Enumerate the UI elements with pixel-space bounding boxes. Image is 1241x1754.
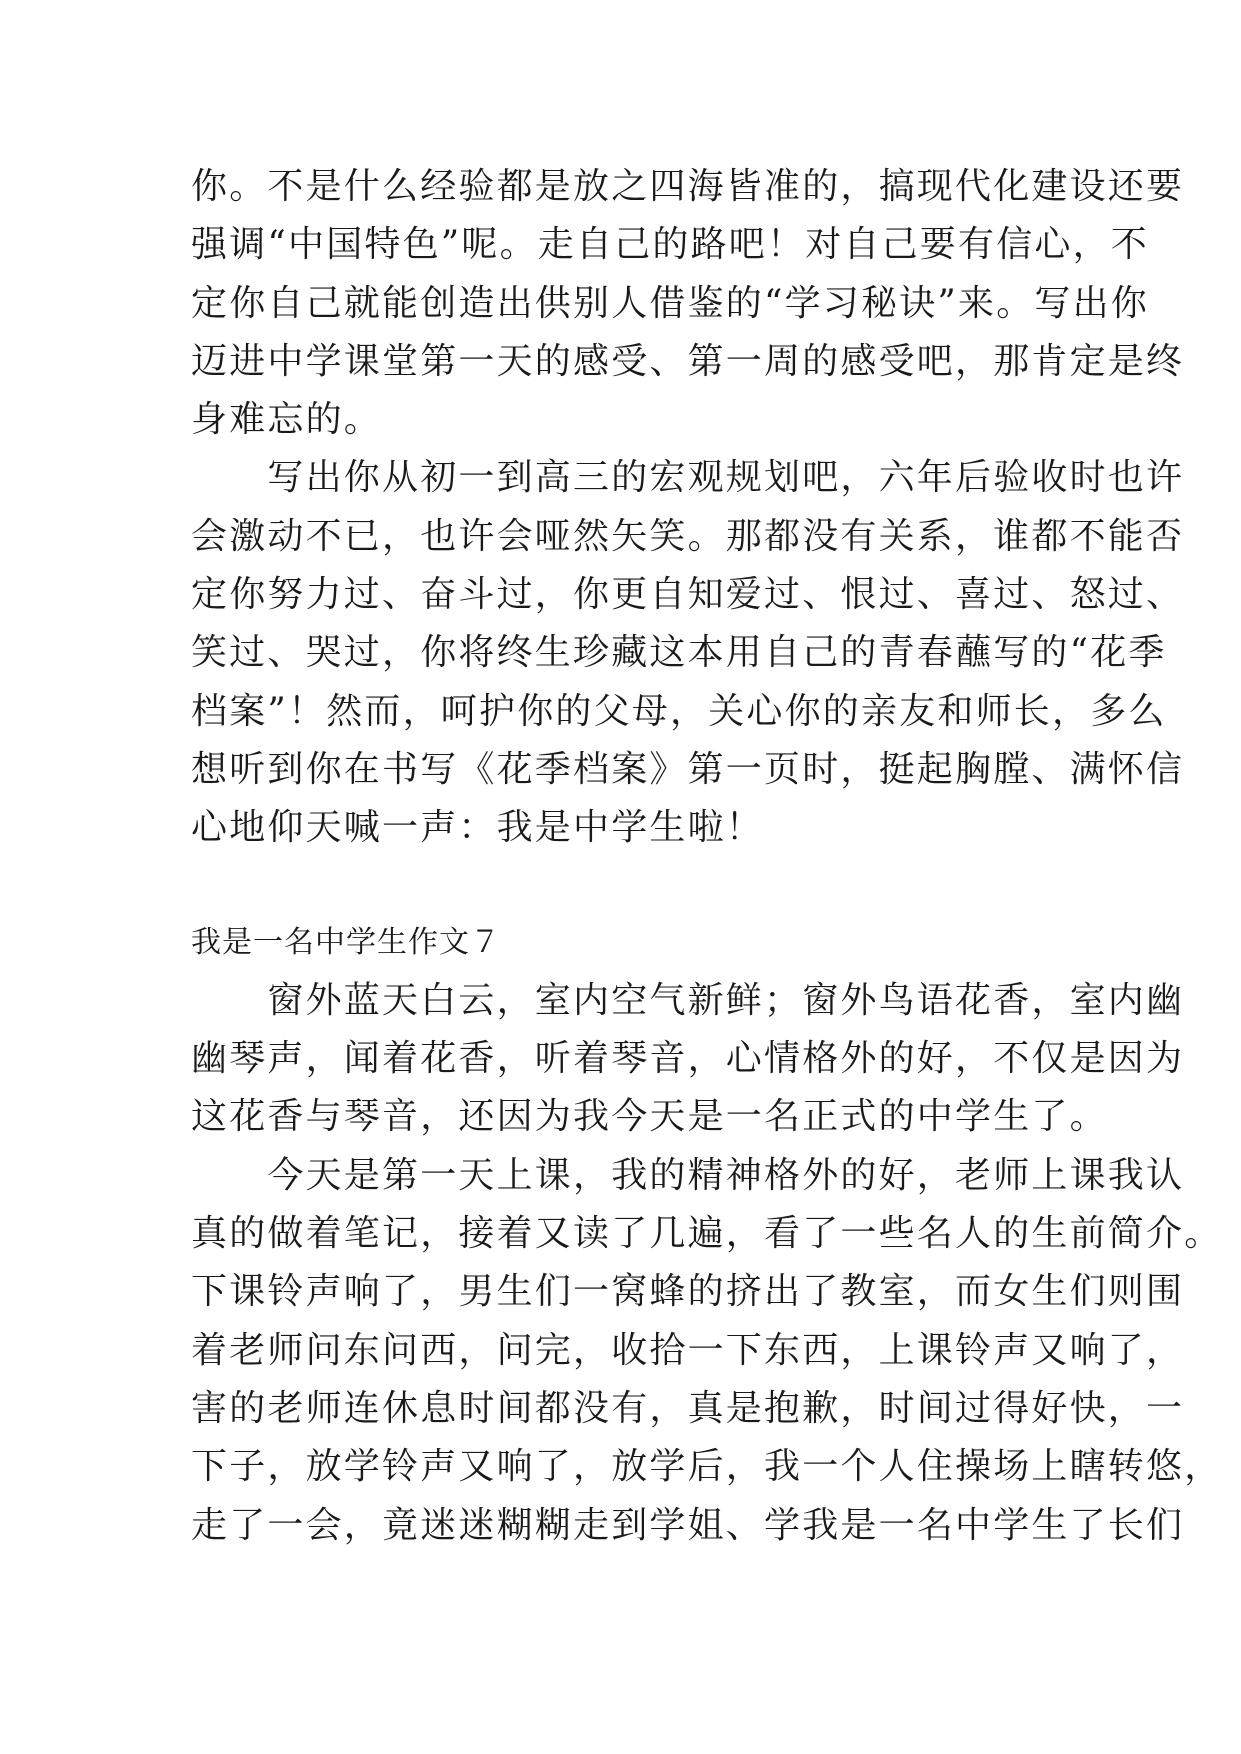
text-line: 定你自己就能创造出供别人借鉴的“学习秘诀”来。写出你 xyxy=(191,282,1150,324)
paragraph xyxy=(191,449,1185,857)
text-line: 下子，放学铃声又响了，放学后，我一个人住操场上瞎转悠， xyxy=(191,1446,1223,1488)
section-gap xyxy=(191,858,1061,914)
text-line: 想听到你在书写《花季档案》第一页时，挺起胸膛、满怀信 xyxy=(191,748,1185,790)
text-line: 幽琴声，闻着花香，听着琴音，心情格外的好，不仅是因为 xyxy=(191,1038,1185,1080)
text-line: 定你努力过、奋斗过，你更自知爱过、恨过、喜过、怒过、 xyxy=(191,574,1185,616)
text-line: 你。不是什么经验都是放之四海皆准的，搞现代化建设还要 xyxy=(191,166,1185,207)
paragraph xyxy=(191,1147,1223,1555)
text-line: 档案”！然而，呵护你的父母，关心你的亲友和师长，多么 xyxy=(191,690,1167,732)
text-line: 着老师问东问西，问完，收拾一下东西，上课铃声又响了， xyxy=(191,1329,1185,1371)
text-line: 这花香与琴音，还因为我今天是一名正式的中学生了。 xyxy=(191,1096,1108,1138)
text-line: 会激动不已，也许会哑然矢笑。那都没有关系，谁都不能否 xyxy=(191,515,1185,557)
text-line: 窗外蓝天白云，室内空气新鲜；窗外鸟语花香，室内幽 xyxy=(191,979,1185,1021)
text-line: 笑过、哭过，你将终生珍藏这本用自己的青春蘸写的“花季 xyxy=(191,632,1167,674)
paragraph xyxy=(191,972,1185,1147)
text-line: 写出你从初一到高三的宏观规划吧，六年后验收时也许 xyxy=(191,457,1185,499)
text-line: 下课铃声响了，男生们一窝蜂的挤出了教室，而女生们则围 xyxy=(191,1271,1185,1313)
text-line: 迈进中学课堂第一天的感受、第一周的感受吧，那肯定是终 xyxy=(191,340,1185,382)
text-line: 身难忘的。 xyxy=(191,399,383,441)
text-line: 真的做着笔记，接着又读了几遍，看了一些名人的生前简介。 xyxy=(191,1213,1223,1255)
document-page xyxy=(191,158,1223,1555)
text-line: 今天是第一天上课，我的精神格外的好，老师上课我认 xyxy=(191,1154,1185,1196)
text-line: 强调“中国特色”呢。走自己的路吧！对自己要有信心，不 xyxy=(191,224,1150,266)
section-title: 我是一名中学生作文７ xyxy=(191,924,501,960)
paragraph xyxy=(191,158,1185,449)
text-line: 走了一会，竟迷迷糊糊走到学姐、学我是一名中学生了长们 xyxy=(191,1504,1185,1546)
text-line: 心地仰天喊一声：我是中学生啦！ xyxy=(191,807,765,849)
text-line: 害的老师连休息时间都没有，真是抱歉，时间过得好快，一 xyxy=(191,1387,1185,1429)
